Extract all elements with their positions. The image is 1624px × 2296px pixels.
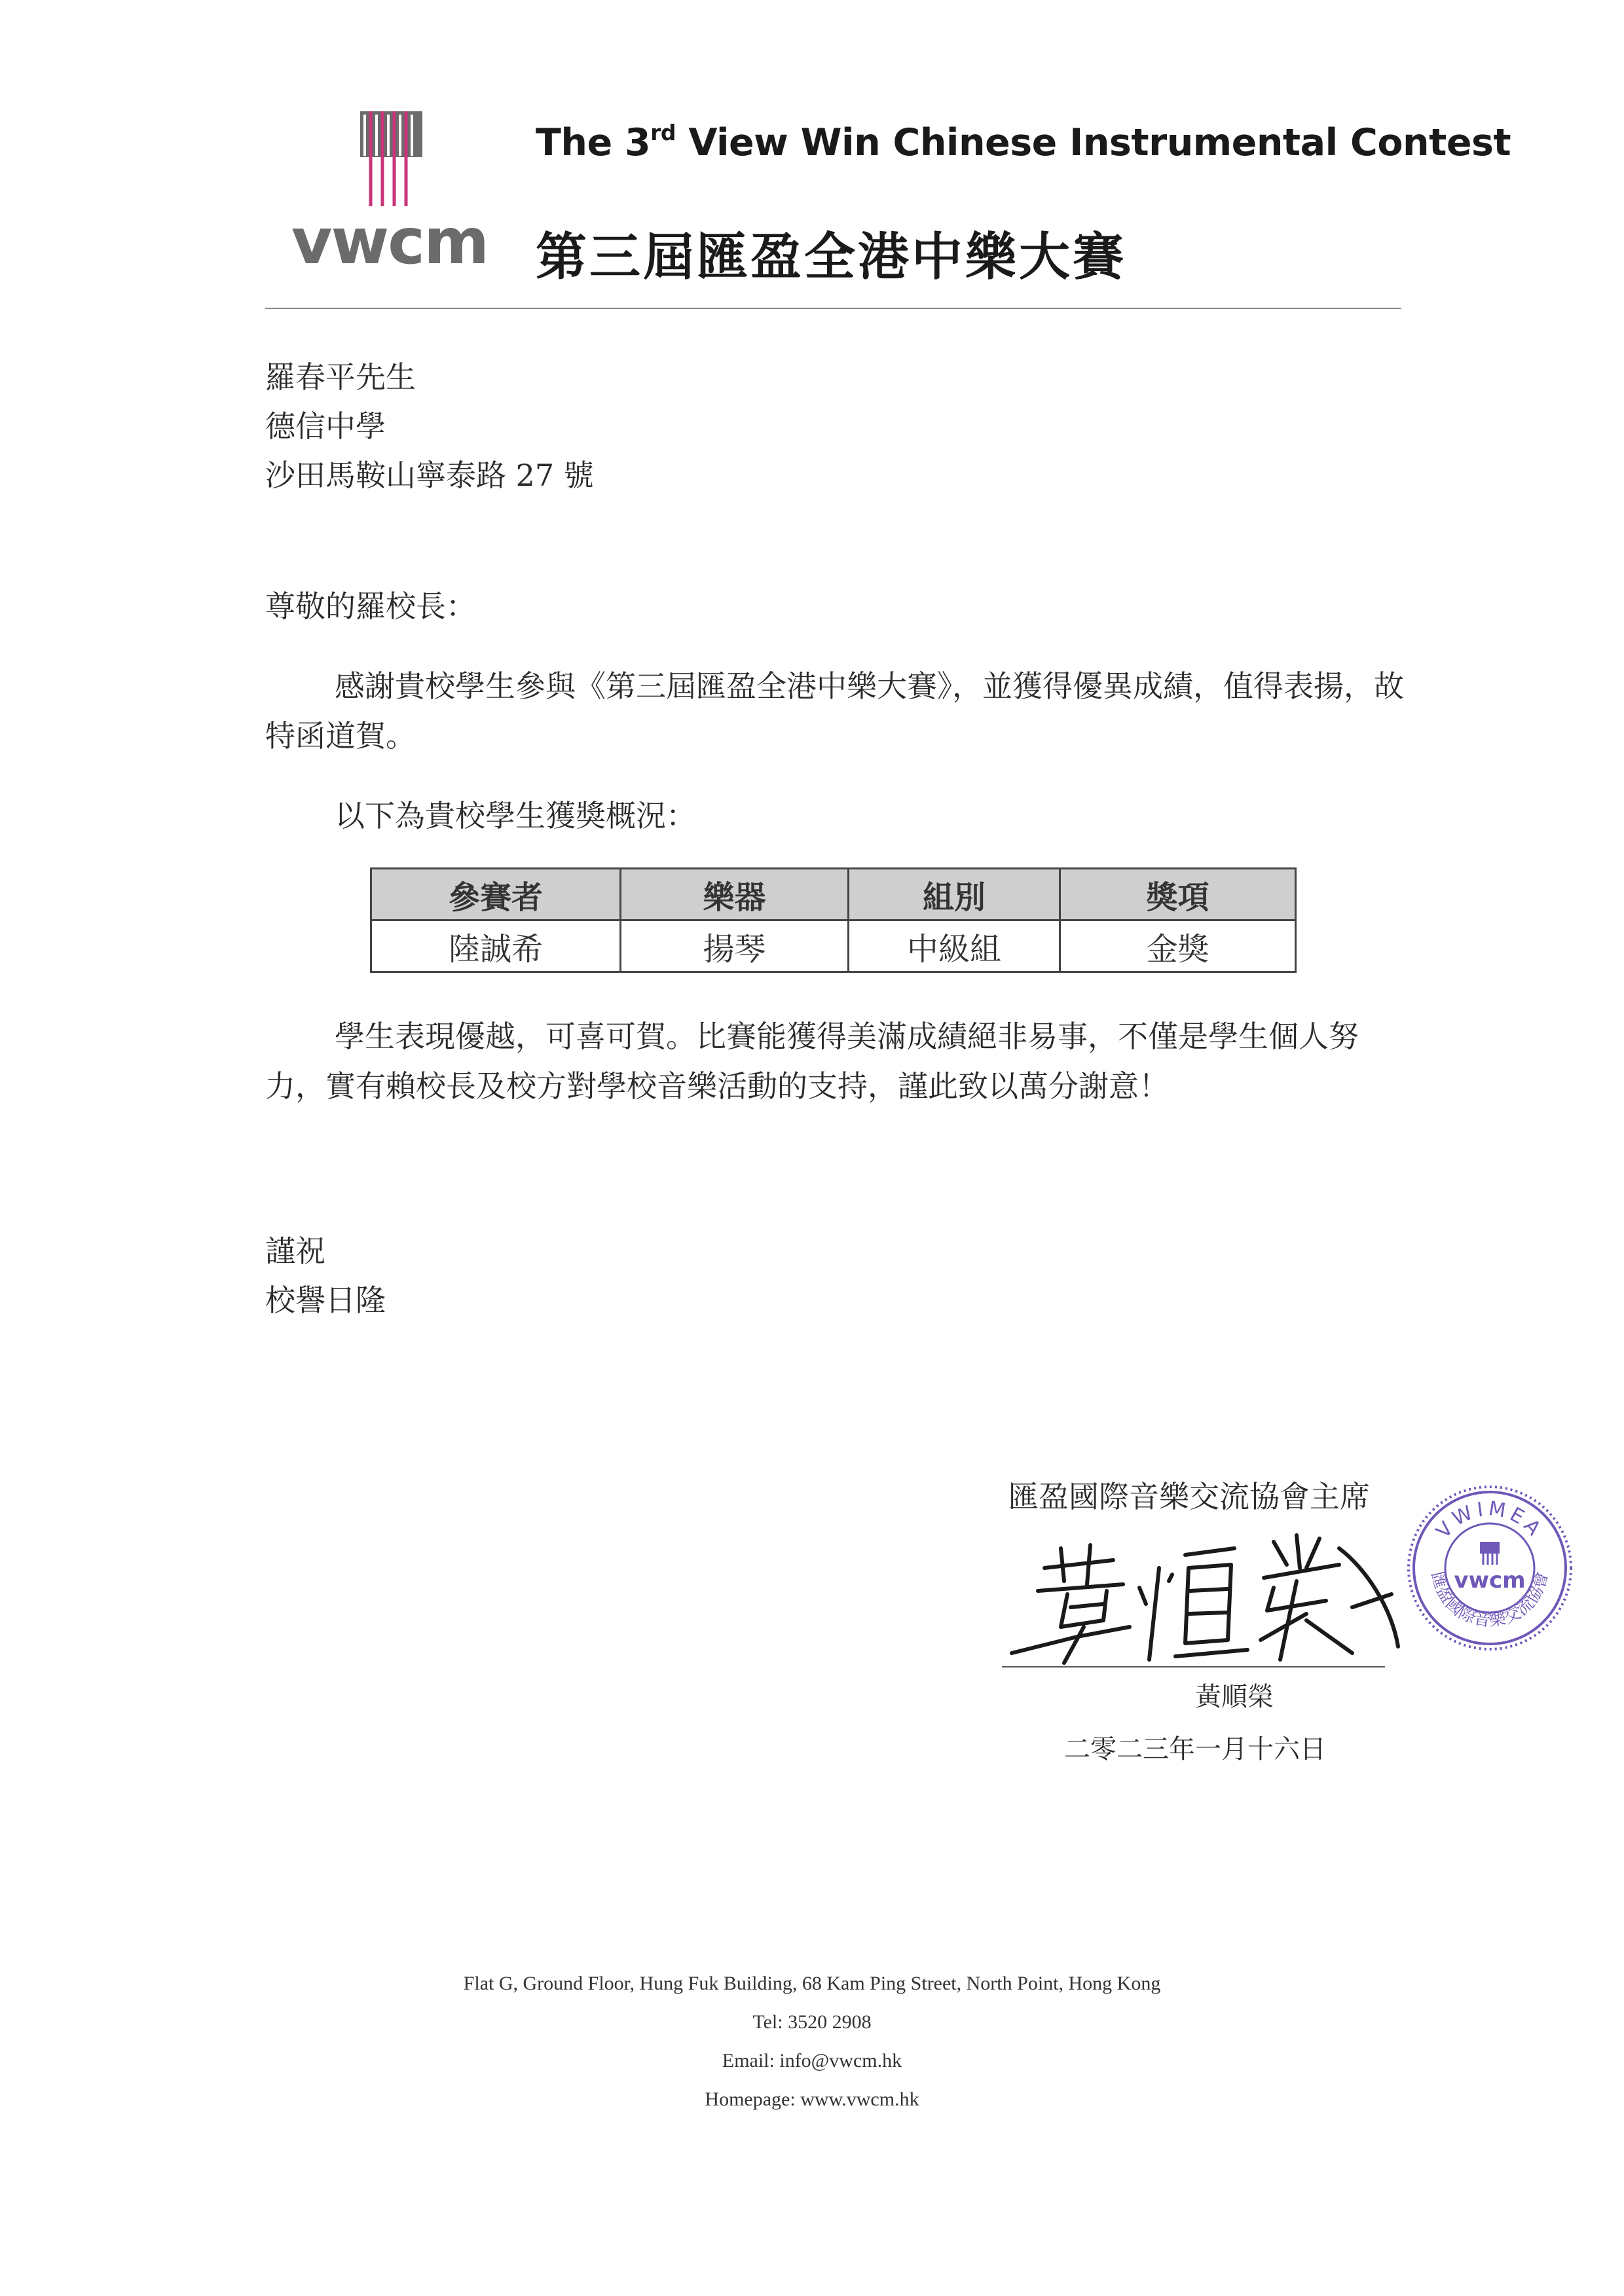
closing-line-1: 謹祝 — [265, 1233, 325, 1269]
footer-email: Email: info@vwcm.hk — [722, 2050, 902, 2071]
logo-text: vwcm — [291, 205, 488, 275]
vwcm-logo — [291, 111, 488, 275]
cell-category: 中級組 — [849, 920, 1060, 972]
table-header-row — [371, 869, 1296, 920]
table-row — [371, 920, 1296, 972]
cell-instrument: 揚琴 — [621, 920, 849, 972]
contest-title-chinese: 第三屆匯盈全港中樂大賽 — [536, 228, 1127, 287]
cell-award: 金獎 — [1060, 920, 1296, 972]
cell-participant: 陸誠希 — [371, 920, 621, 972]
footer-tel: Tel: 3520 2908 — [752, 2011, 872, 2033]
signatory-title: 匯盈國際音樂交流協會主席 — [1008, 1479, 1370, 1514]
recipient-name: 羅春平先生 — [265, 359, 416, 395]
association-seal — [1405, 1483, 1575, 1653]
award-table — [370, 867, 1297, 973]
header-instrument: 樂器 — [621, 869, 849, 920]
signature-line — [1002, 1666, 1385, 1667]
handwritten-signature — [999, 1529, 1408, 1669]
header-category: 組別 — [849, 869, 1060, 920]
letter-date: 二零二三年一月十六日 — [1064, 1734, 1326, 1764]
seal-top-text: VWIMEA — [1431, 1497, 1548, 1543]
footer-address: Flat G, Ground Floor, Hung Fuk Building, 68 Kam Ping Street, North Point, Hong Kong — [463, 1973, 1161, 1994]
header-divider — [265, 308, 1401, 309]
header-award: 獎項 — [1060, 869, 1296, 920]
footer-homepage: Homepage: www.vwcm.hk — [705, 2088, 919, 2110]
contest-title-english: The 3rd View Win Chinese Instrumental Contest — [536, 120, 1511, 164]
signatory-name: 黃順榮 — [1195, 1682, 1274, 1712]
recipient-school: 德信中學 — [265, 409, 386, 444]
paragraph-award-intro: 以下為貴校學生獲獎概況： — [335, 798, 696, 833]
header-participant: 參賽者 — [371, 869, 621, 920]
recipient-address: 沙田馬鞍山寧泰路 27 號 — [265, 458, 594, 493]
salutation: 尊敬的羅校長： — [265, 589, 476, 624]
seal-center-text: vwcm — [1454, 1567, 1526, 1594]
paragraph-appreciation: 學生表現優越，可喜可賀。比賽能獲得美滿成績絕非易事，不僅是學生個人努力，實有賴校長及校方對學校音樂活動的支持，謹此致以萬分謝意！ — [265, 1019, 1359, 1104]
seal-ring-text: 匯盈國際音樂交流協會 — [1427, 1569, 1553, 1631]
paragraph-thanks: 感謝貴校學生參與《第三屆匯盈全港中樂大賽》，並獲得優異成績，值得表揚，故特函道賀。 — [265, 668, 1404, 754]
closing-line-2: 校譽日隆 — [265, 1283, 386, 1318]
